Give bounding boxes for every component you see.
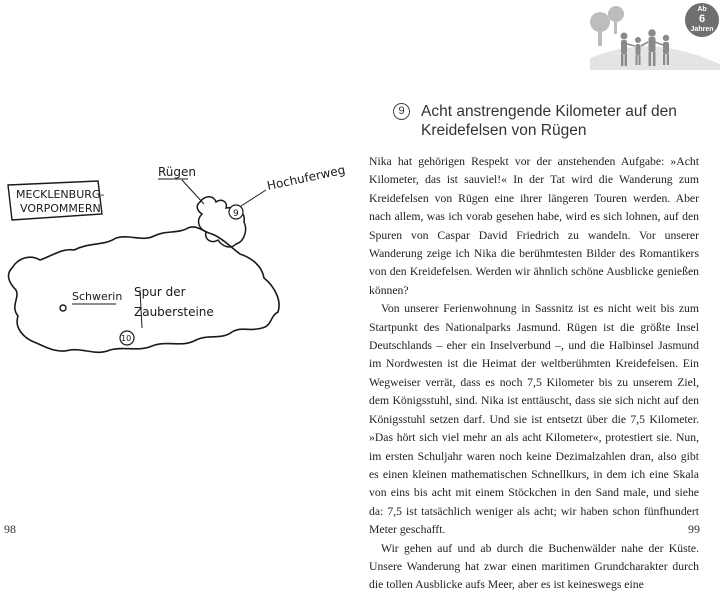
left-page	[0, 0, 360, 539]
place-label-ruegen: Rügen	[158, 165, 197, 179]
chapter-body	[369, 153, 699, 595]
page-number-right: 99	[688, 522, 700, 536]
age-badge-unit: Jahren	[690, 26, 714, 33]
hand-drawn-map	[0, 150, 360, 380]
place-label-hochuferweg: Hochuferweg	[265, 162, 347, 193]
region-label-line2: VORPOMMERN	[20, 202, 101, 215]
place-label-spur-line2: Zaubersteine	[134, 305, 214, 319]
page-number-left: 98	[4, 522, 16, 536]
body-paragraph-1: Nika hat gehörigen Respekt vor der anstehenden Aufgabe: »Acht Kilometer, das ist sauviel!« In der Tat wird die Wanderung zum Kreidefelsen von Rügen eine ihrer längeren Touren werden. Aber nach allem, was ich vorab gesehen habe, wird es sich lohnen, auf den Spuren von Caspar David Friedrich zu wandeln. Vor unserer Wanderung zeige ich Nika die berühmtesten Bilder des Romantikers von den Kreidefelsen. Werden wir ähnlich schöne Ausblicke genießen können?	[369, 155, 699, 297]
age-badge-number: 6	[698, 13, 706, 25]
city-dot-schwerin	[60, 305, 66, 311]
age-badge-prefix: Ab	[697, 6, 707, 13]
place-label-schwerin: Schwerin	[72, 290, 123, 303]
body-paragraph-2: Von unserer Ferienwohnung in Sassnitz ist es nicht weit bis zum Startpunkt des Nationalparks Jasmund. Rügen ist die größte Insel Deutschlands – eher ein Inselverbund –, und die Halbinsel Jasmund im Nordwesten ist die Heimat der weltberühmten Kreidefelsen. Ein Wegweiser verrät, dass es noch 7,5 Kilometer bis zu unserem Ziel, dem Königsstuhl, sind. Nika ist enttäuscht, dass sie sich nicht auf den Königsstuhl setzen darf. Und sie ist entsetzt über die 7,5 Kilometer. »Das hört sich viel mehr an als acht Kilometer«, protestiert sie. Nun, im ersten Schuljahr waren noch keine Dezimalzahlen dran, also gibt es einen kleinen mathematischen Schnellkurs, in dem ich eine Skala von eins bis acht mit einem Stöckchen in den Sand male, und siehe da: 7,5 ist tatsächlich weniger als acht; wir haben schon fünfhundert Meter geschafft.	[369, 302, 699, 537]
route-marker-9-label: 9	[233, 209, 239, 219]
place-label-spur-line1: Spur der	[134, 285, 186, 299]
chapter-title: Acht anstrengende Kilometer auf den Kreidefelsen von Rügen	[421, 103, 677, 139]
tree-icon	[590, 6, 624, 46]
region-label-line1: MECKLENBURG-	[16, 188, 105, 201]
chapter-number-badge: 9	[393, 103, 410, 120]
body-paragraph-3: Wir gehen auf und ab durch die Buchenwälder nahe der Küste. Unsere Wanderung hat zwar einen maritimen Grundcharakter durch die tollen Ausblicke aufs Meer, aber es ist keineswegs eine	[369, 541, 699, 592]
age-badge-header	[590, 0, 720, 85]
route-marker-10-label: 10	[121, 334, 132, 343]
